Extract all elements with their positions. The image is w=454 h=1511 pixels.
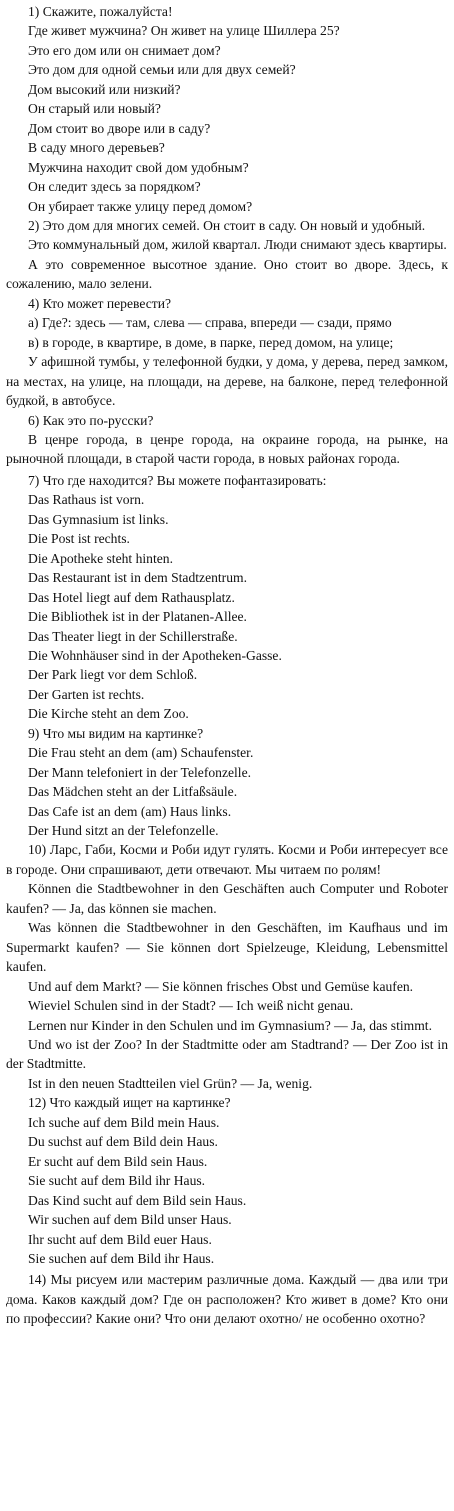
exercise-1-question: Это дом для одной семьи или для двух семей? bbox=[28, 62, 296, 78]
exercise-12-sentence: Ich suche auf dem Bild mein Haus. bbox=[28, 1114, 220, 1130]
exercise-12-sentence: Das Kind sucht auf dem Bild sein Haus. bbox=[28, 1192, 247, 1208]
exercise-7-block bbox=[6, 471, 448, 724]
exercise-10-dialogue: Und wo ist der Zoo? In der Stadtmitte oder am Stadtrand? — Der Zoo ist in der Stadtmitte. bbox=[6, 1037, 448, 1072]
exercise-9-heading: 9) Что мы видим на картинке? bbox=[28, 725, 204, 741]
exercise-12-sentence: Er sucht auf dem Bild sein Haus. bbox=[28, 1153, 208, 1169]
exercise-4-phrases: У афишной тумбы, у телефонной будки, у дома, у дерева, перед замком, на местах, на улице, на площади, на дереве, на балконе, перед телефонной будкой, в автобусе. bbox=[6, 354, 448, 409]
exercise-1-question: Он убирает также улицу перед домом? bbox=[28, 198, 253, 214]
exercise-10-dialogue: Können die Stadtbewohner in den Geschäften auch Computer und Roboter kaufen? — Ja, das können sie machen. bbox=[6, 881, 448, 916]
exercise-10-intro: 10) Ларс, Габи, Косми и Роби идут гулять. Косми и Роби интересует все в городе. Они спрашивают, дети отвечают. Мы читаем по ролям! bbox=[6, 842, 448, 877]
exercise-1-question: Он старый или новый? bbox=[28, 101, 161, 117]
exercise-10-dialogue: Was können die Stadtbewohner in den Geschäften, im Kaufhaus und im Supermarkt kaufen? — Sie können dort Spielzeuge, Kleidung, Lebensmittel kaufen. bbox=[6, 920, 448, 975]
exercise-7-sentence: Der Garten ist rechts. bbox=[28, 686, 145, 702]
exercise-4-item-b: в) в городе, в квартире, в доме, в парке, перед домом, на улице; bbox=[28, 334, 394, 350]
exercise-9-sentence: Der Mann telefoniert in der Telefonzelle. bbox=[28, 764, 251, 780]
exercise-10-dialogue: Und auf dem Markt? — Sie können frisches Obst und Gemüse kaufen. bbox=[28, 978, 414, 994]
exercise-9-sentence: Die Frau steht an dem (am) Schaufenster. bbox=[28, 745, 254, 761]
exercise-4-heading: 4) Кто может перевести? bbox=[28, 295, 172, 311]
exercise-12-sentence: Sie suchen auf dem Bild ihr Haus. bbox=[28, 1251, 215, 1266]
exercise-1-block bbox=[6, 2, 448, 216]
exercise-7-sentence: Das Hotel liegt auf dem Rathausplatz. bbox=[28, 589, 235, 605]
exercise-10-dialogue: Wieviel Schulen sind in der Stadt? — Ich weiß nicht genau. bbox=[28, 998, 354, 1014]
exercise-7-sentence: Die Apotheke steht hinten. bbox=[28, 550, 173, 566]
exercise-7-sentence: Das Theater liegt in der Schillerstraße. bbox=[28, 628, 238, 644]
exercise-1-question: Он следит здесь за порядком? bbox=[28, 179, 201, 195]
exercise-7-sentence: Die Wohnhäuser sind in der Apotheken-Gasse. bbox=[28, 647, 282, 663]
exercise-7-sentence: Das Gymnasium ist links. bbox=[28, 511, 169, 527]
exercise-12-sentence: Du suchst auf dem Bild dein Haus. bbox=[28, 1134, 218, 1150]
exercise-12-sentence: Ihr sucht auf dem Bild euer Haus. bbox=[28, 1231, 212, 1247]
exercise-7-sentence: Der Park liegt vor dem Schloß. bbox=[28, 667, 198, 683]
exercise-1-heading: 1) Скажите, пожалуйста! bbox=[28, 4, 173, 19]
exercise-7-sentence: Das Restaurant ist in dem Stadtzentrum. bbox=[28, 570, 247, 586]
exercise-12-sentence: Wir suchen auf dem Bild unser Haus. bbox=[28, 1212, 232, 1228]
exercise-2-paragraph: А это современное высотное здание. Оно стоит во дворе. Здесь, к сожалению, мало зелени. bbox=[6, 256, 448, 292]
exercise-12-heading: 12) Что каждый ищет на картинке? bbox=[28, 1095, 231, 1111]
exercise-14-text: 14) Мы рисуем или мастерим различные дома. Каждый — два или три дома. Каков каждый дом? Где он расположен? Кто живет в доме? Кто они по профессии? Какие они? Что они делают охотно/ не особенно охотно? bbox=[6, 1272, 448, 1327]
exercise-1-question: Где живет мужчина? Он живет на улице Шиллера 25? bbox=[28, 23, 340, 39]
exercise-12-sentence: Sie sucht auf dem Bild ihr Haus. bbox=[28, 1173, 206, 1189]
exercise-2-paragraph: 2) Это дом для многих семей. Он стоит в саду. Он новый и удобный. bbox=[28, 217, 426, 233]
exercise-4-item-a: а) Где?: здесь — там, слева — справа, впереди — сзади, прямо bbox=[28, 315, 392, 331]
exercise-9-sentence: Das Mädchen steht an der Litfaßsäule. bbox=[28, 784, 238, 800]
exercise-7-sentence: Die Post ist rechts. bbox=[28, 531, 130, 547]
exercise-9-sentence: Das Cafe ist an dem (am) Haus links. bbox=[28, 803, 232, 819]
exercise-1-question: Это его дом или он снимает дом? bbox=[28, 42, 221, 58]
exercise-1-question: В саду много деревьев? bbox=[28, 140, 165, 156]
exercise-2-paragraph: Это коммунальный дом, жилой квартал. Люди снимают здесь квартиры. bbox=[28, 237, 447, 253]
exercise-10-dialogue: Lernen nur Kinder in den Schulen und im Gymnasium? — Ja, das stimmt. bbox=[28, 1017, 432, 1033]
exercise-10-dialogue: Ist in den neuen Stadtteilen viel Grün? — Ja, wenig. bbox=[28, 1075, 313, 1091]
exercise-7-sentence: Das Rathaus ist vorn. bbox=[28, 492, 145, 508]
exercise-7-sentence: Die Bibliothek ist in der Platanen-Allee. bbox=[28, 609, 247, 625]
exercise-1-question: Дом высокий или низкий? bbox=[28, 81, 181, 97]
exercise-9-block bbox=[6, 724, 448, 841]
exercise-1-question: Дом стоит во дворе или в саду? bbox=[28, 120, 211, 136]
exercise-1-question: Мужчина находит свой дом удобным? bbox=[28, 159, 249, 175]
exercise-9-sentence: Der Hund sitzt an der Telefonzelle. bbox=[28, 823, 219, 839]
exercise-6-heading: 6) Как это по-русски? bbox=[28, 412, 154, 428]
exercise-12-block bbox=[6, 1093, 448, 1268]
exercise-7-heading: 7) Что где находится? Вы можете пофантазировать: bbox=[28, 472, 327, 488]
exercise-7-sentence: Die Kirche steht an dem Zoo. bbox=[28, 706, 189, 722]
exercise-6-text: В ценре города, в ценре города, на окраине города, на рынке, на рыночной площади, в старой части города, в новых районах города. bbox=[6, 431, 448, 467]
